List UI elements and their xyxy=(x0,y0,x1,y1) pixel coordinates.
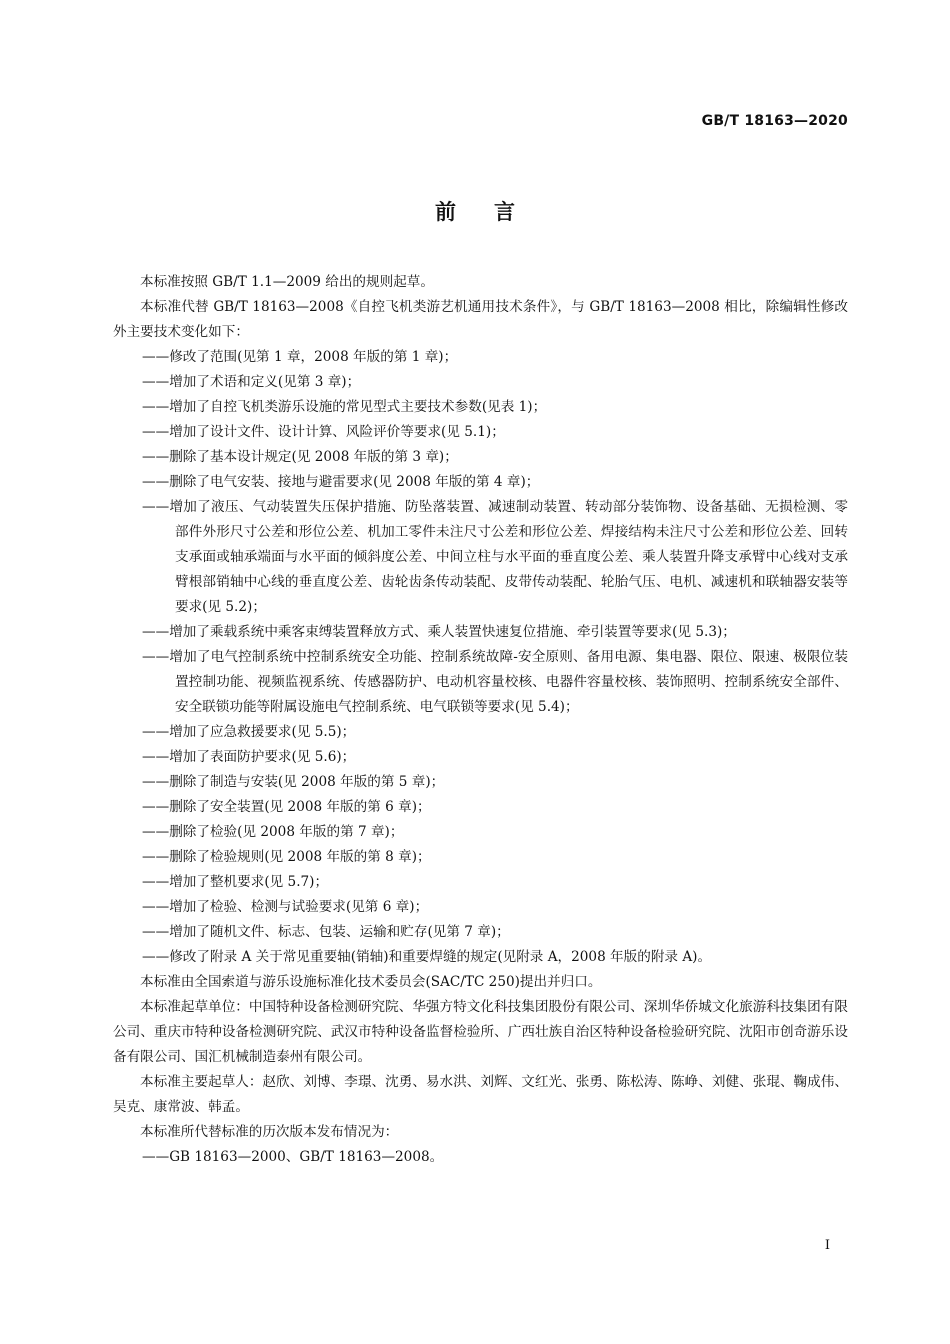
list-item: ——增加了整机要求(见 5.7)； xyxy=(142,874,329,890)
list-item: ——GB 18163—2000、GB/T 18163—2008。 xyxy=(142,1149,444,1165)
list-item: ——删除了检验规则(见 2008 年版的第 8 章)； xyxy=(142,849,431,865)
list-item: ——增加了表面防护要求(见 5.6)； xyxy=(142,749,356,765)
list-item: ——增加了设计文件、设计计算、风险评价等要求(见 5.1)； xyxy=(142,424,505,440)
list-item: ——修改了附录 A 关于常见重要轴(销轴)和重要焊缝的规定(见附录 A，2008 年版的附录 A)。 xyxy=(142,949,712,965)
page-number: Ⅰ xyxy=(824,1238,830,1253)
list-item: ——增加了电气控制系统中控制系统安全功能、控制系统故障-安全原则、备用电源、集电器、限位、限速、极限位装置控制功能、视频监视系统、传感器防护、电动机容量校核、电器件容量校核、装饰照明、控制系统安全部件、安全联锁功能等附属设施电气控制系统、电气联锁等要求(见 5.4)； xyxy=(142,649,848,715)
standard-code: GB/T 18163—2020 xyxy=(701,113,848,129)
list-item: ——修改了范围(见第 1 章，2008 年版的第 1 章)； xyxy=(142,349,458,365)
paragraph-drafting-units: 本标准起草单位：中国特种设备检测研究院、华强方特文化科技集团股份有限公司、深圳华侨城文化旅游科技集团有限公司、重庆市特种设备检测研究院、武汉市特种设备监督检验所、广西壮族自治区特种设备检验研究院、沈阳市创奇游乐设备有限公司、国汇机械制造泰州有限公司。 xyxy=(113,999,848,1065)
list-item: ——删除了电气安装、接地与避雷要求(见 2008 年版的第 4 章)； xyxy=(142,474,540,490)
paragraph-history-intro: 本标准所代替标准的历次版本发布情况为： xyxy=(140,1124,399,1140)
paragraph-drafting-rule: 本标准按照 GB/T 1.1—2009 给出的规则起草。 xyxy=(140,274,434,290)
paragraph-proposer: 本标准由全国索道与游乐设施标准化技术委员会(SAC/TC 250)提出并归口。 xyxy=(140,974,602,990)
list-item: ——删除了基本设计规定(见 2008 年版的第 3 章)； xyxy=(142,449,458,465)
preface-body xyxy=(113,270,848,1170)
paragraph-replacement: 本标准代替 GB/T 18163—2008《自控飞机类游艺机通用技术条件》，与 GB/T 18163—2008 相比，除编辑性修改外主要技术变化如下： xyxy=(113,299,848,340)
list-item: ——增加了检验、检测与试验要求(见第 6 章)； xyxy=(142,899,429,915)
list-item: ——增加了液压、气动装置失压保护措施、防坠落装置、减速制动装置、转动部分装饰物、设备基础、无损检测、零部件外形尺寸公差和形位公差、机加工零件未注尺寸公差和形位公差、焊接结构未注尺寸公差和形位公差、回转支承面或轴承端面与水平面的倾斜度公差、中间立柱与水平面的垂直度公差、乘人装置升降支承臂中心线对支承臂根部销轴中心线的垂直度公差、齿轮齿条传动装配、皮带传动装配、轮胎气压、电机、减速机和联轴器安装等要求(见 5.2)； xyxy=(142,499,848,615)
list-item: ——删除了制造与安装(见 2008 年版的第 5 章)； xyxy=(142,774,445,790)
list-item: ——增加了应急救援要求(见 5.5)； xyxy=(142,724,356,740)
list-item: ——增加了自控飞机类游乐设施的常见型式主要技术参数(见表 1)； xyxy=(142,399,547,415)
changes-list xyxy=(113,345,848,970)
paragraph-drafters: 本标准主要起草人：赵欣、刘博、李璟、沈勇、易水洪、刘辉、文红光、张勇、陈松涛、陈峥、刘健、张琨、鞠成伟、吴克、康常波、韩孟。 xyxy=(113,1074,848,1115)
page-title: 前言 xyxy=(435,200,553,224)
list-item: ——增加了术语和定义(见第 3 章)； xyxy=(142,374,361,390)
list-item: ——删除了检验(见 2008 年版的第 7 章)； xyxy=(142,824,404,840)
list-item: ——增加了随机文件、标志、包装、运输和贮存(见第 7 章)； xyxy=(142,924,510,940)
list-item: ——删除了安全装置(见 2008 年版的第 6 章)； xyxy=(142,799,431,815)
list-item: ——增加了乘载系统中乘客束缚装置释放方式、乘人装置快速复位措施、牵引装置等要求(见 5.3)； xyxy=(142,624,736,640)
